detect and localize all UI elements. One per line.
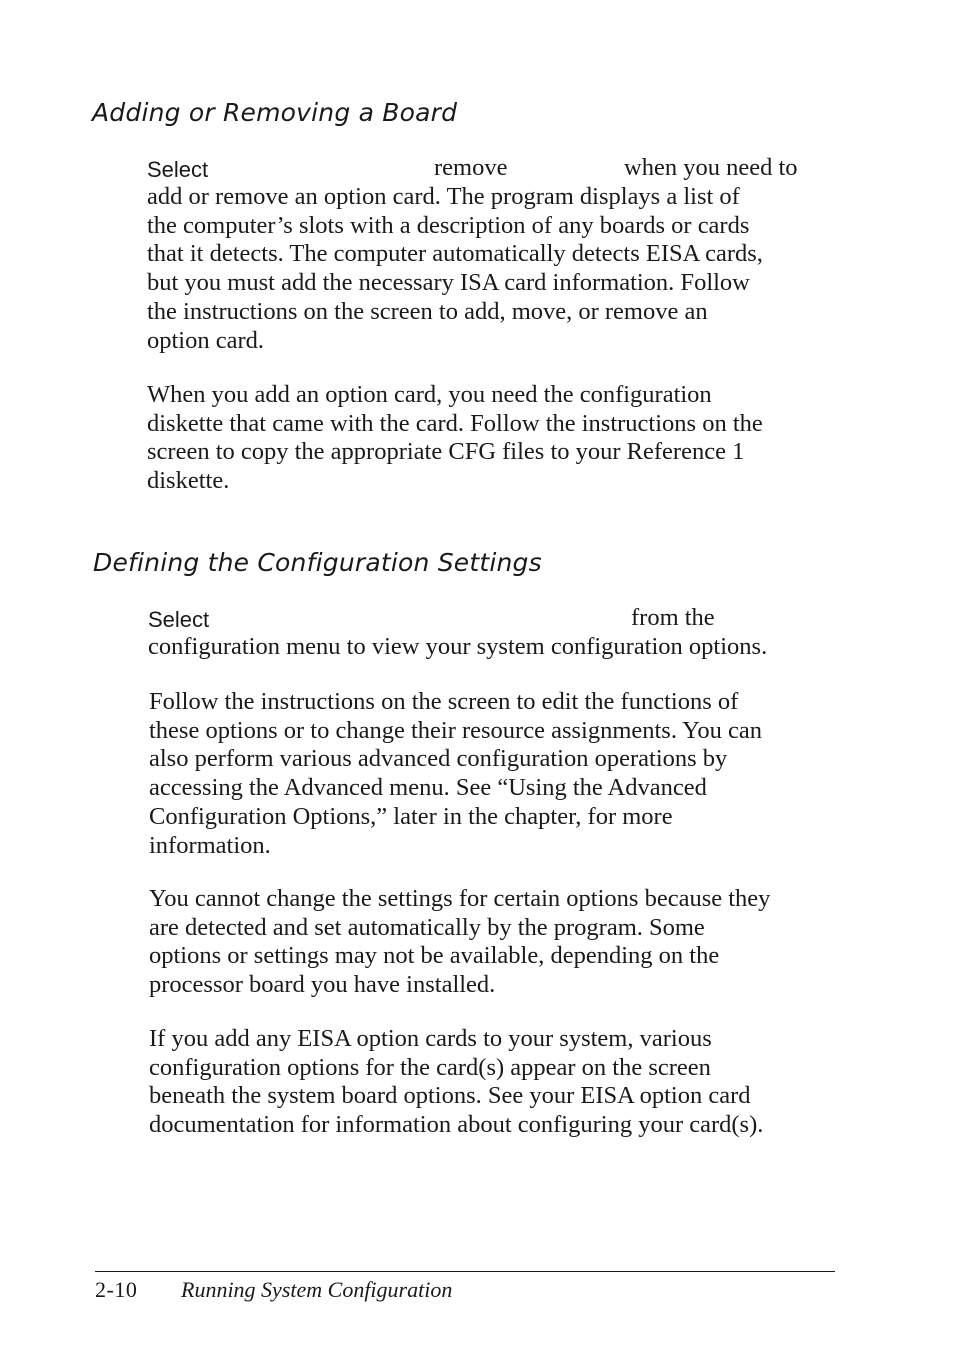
- text-line: diskette that came with the card. Follow the instructions on the: [147, 409, 763, 437]
- line-tail: from the: [631, 604, 715, 631]
- footer-rule: [95, 1271, 835, 1272]
- text-line: documentation for information about configuring your card(s).: [149, 1111, 764, 1139]
- text-line: Follow the instructions on the screen to edit the functions of: [149, 688, 739, 715]
- text-line: accessing the Advanced menu. See “Using the Advanced: [149, 774, 707, 802]
- text-line: the instructions on the screen to add, move, or remove an: [147, 297, 708, 325]
- text-line: add or remove an option card. The program displays a list of: [147, 183, 740, 210]
- text-line: options or settings may not be available, depending on the: [149, 942, 720, 970]
- text-line: option card.: [147, 326, 265, 354]
- paragraph-add-remove: [147, 183, 763, 355]
- select-word: Select: [147, 157, 209, 182]
- text-line: configuration menu to view your system configuration options.: [148, 633, 768, 660]
- paragraph-cannot-change: [149, 885, 770, 1000]
- text-line: these options or to change their resource assignments. You can: [149, 716, 763, 744]
- text-line: Configuration Options,” later in the chapter, for more: [149, 802, 673, 830]
- paragraph-eisa-cards: [149, 1025, 763, 1140]
- page-number: 2-10: [95, 1277, 138, 1302]
- text-line: also perform various advanced configuration operations by: [149, 745, 728, 773]
- text-line: When you add an option card, you need the configuration: [147, 381, 712, 408]
- chapter-title: Running System Configuration: [181, 1277, 453, 1302]
- paragraph-configuration-diskette: [147, 381, 763, 496]
- text-line: beneath the system board options. See your EISA option card: [149, 1082, 751, 1110]
- section-heading-adding-removing-board: Adding or Removing a Board: [92, 98, 458, 127]
- select-word: Select: [148, 607, 210, 632]
- line-tail: when you need to: [624, 154, 798, 181]
- paragraph-edit-functions: [149, 688, 762, 860]
- text-line: configuration options for the card(s) appear on the screen: [149, 1053, 711, 1081]
- section-heading-configuration-settings: Defining the Configuration Settings: [93, 548, 542, 577]
- text-line: but you must add the necessary ISA card information. Follow: [147, 269, 750, 297]
- text-line: that it detects. The computer automatically detects EISA cards,: [147, 240, 763, 268]
- text-line: are detected and set automatically by the program. Some: [149, 913, 705, 941]
- text-line: the computer’s slots with a description of any boards or cards: [147, 211, 750, 239]
- text-line: You cannot change the settings for certain options because they: [149, 885, 771, 912]
- text-line: If you add any EISA option cards to your system, various: [149, 1025, 712, 1052]
- paragraph-view-options: [148, 633, 767, 662]
- text-line: information.: [149, 831, 271, 859]
- remove-word: remove: [434, 154, 508, 181]
- text-line: processor board you have installed.: [149, 971, 496, 999]
- text-line: screen to copy the appropriate CFG files to your Reference 1: [147, 438, 745, 466]
- text-line: diskette.: [147, 467, 230, 495]
